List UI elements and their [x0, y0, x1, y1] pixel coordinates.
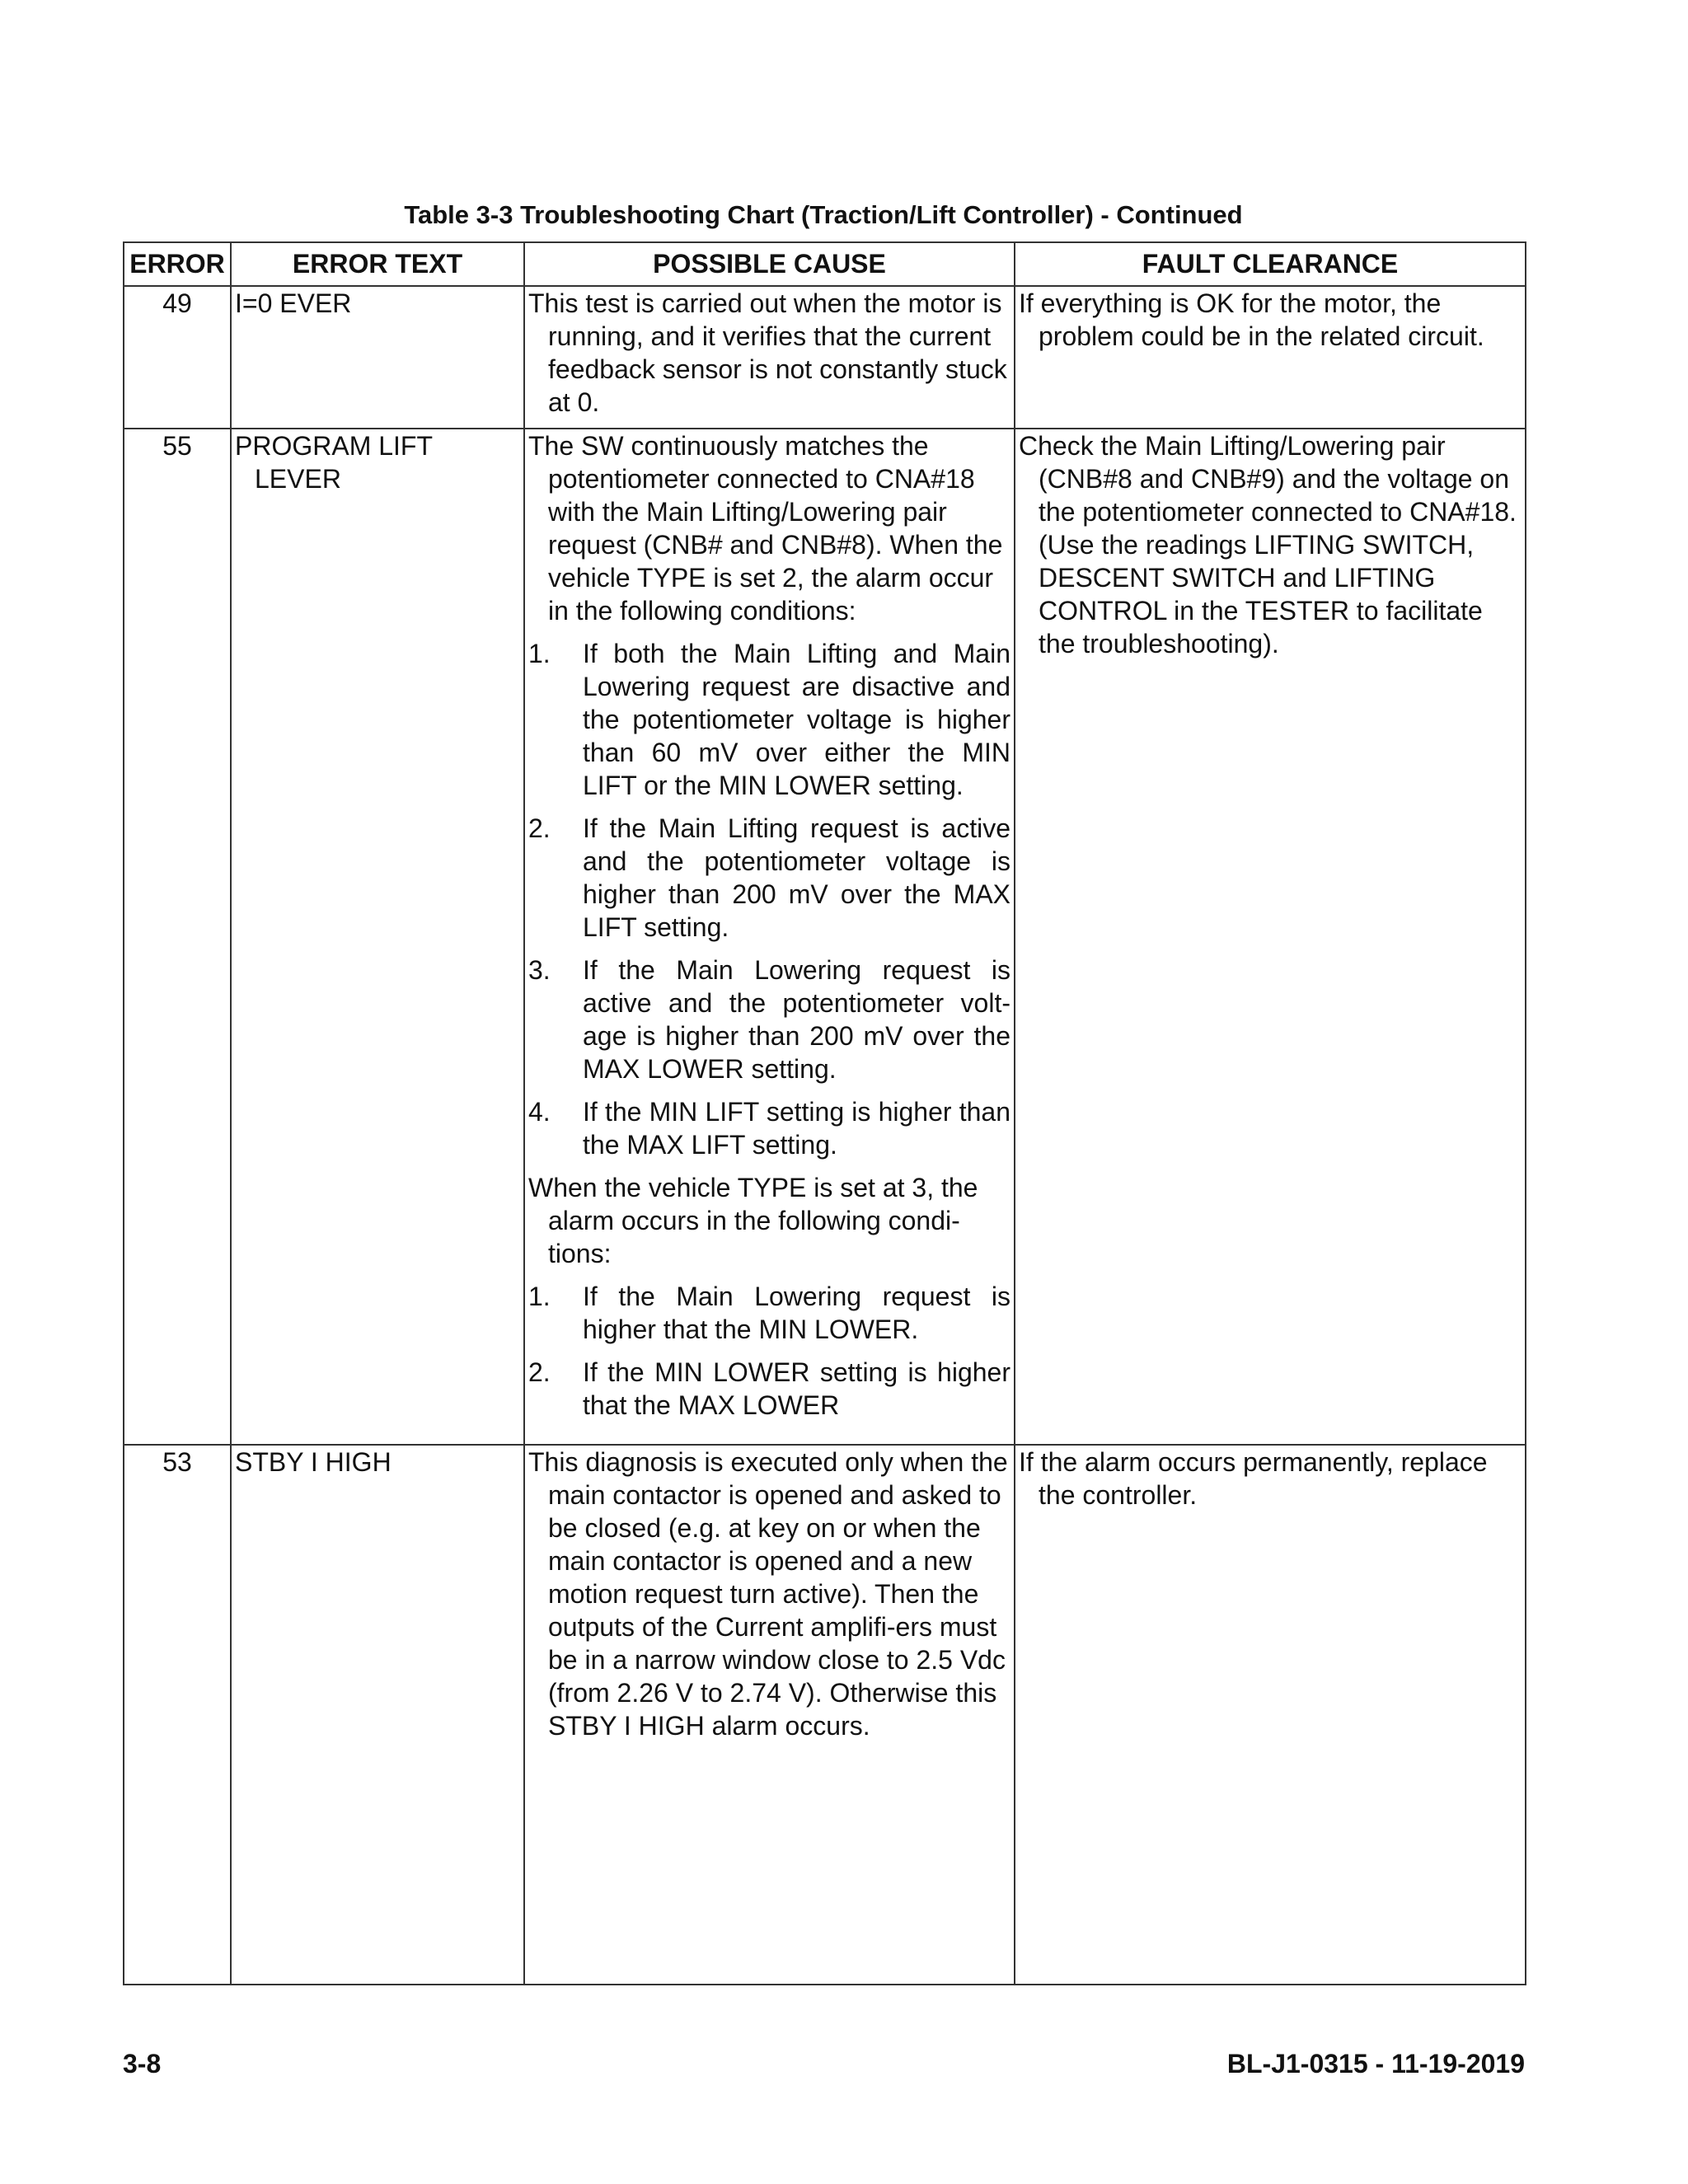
fault-paragraph: If the alarm occurs permanently, replace the controller.: [1019, 1447, 1488, 1510]
list-item: [528, 954, 1010, 1085]
header-error-text: ERROR TEXT: [231, 242, 524, 286]
list-number: 2.: [528, 813, 551, 843]
list-item: [528, 812, 1010, 944]
list-number: 1.: [528, 639, 551, 668]
list-item: [528, 1095, 1010, 1161]
table-caption: Table 3-3 Troubleshooting Chart (Traction/Lift Controller) - Continued: [404, 200, 1243, 229]
possible-cause: [524, 429, 1015, 1445]
troubleshooting-table: [123, 241, 1526, 1985]
list-text: If both the Main Lifting and Main Lowering request are disactive and the potentiometer voltage is higher than 60 mV over either the MIN LIFT or the MIN LOWER setting.: [583, 639, 1010, 800]
list-number: 1.: [528, 1282, 551, 1311]
list-number: 2.: [528, 1357, 551, 1387]
list-item: [528, 1280, 1010, 1346]
error-text: [231, 1445, 524, 1985]
error-code: 53: [124, 1445, 231, 1985]
error-code: 49: [124, 286, 231, 429]
list-text: If the Main Lowering request is higher that the MIN LOWER.: [583, 1282, 1010, 1344]
possible-cause: [524, 1445, 1015, 1985]
list-text: If the Main Lifting request is active and the potentiometer voltage is higher than 200 mV over the MAX LIFT setting.: [583, 813, 1010, 942]
cause-paragraph: This diagnosis is executed only when the main contactor is opened and asked to be closed (e.g. at key on or when the main contactor is opened and a new motion request turn active). Then the outputs of the Current amplifi-ers must be in a narrow window close to 2.5 Vdc (from 2.26 V to 2.74 V). Otherwise this STBY I HIGH alarm occurs.: [528, 1447, 1008, 1741]
possible-cause: [524, 286, 1015, 429]
page-number: 3-8: [123, 2049, 162, 2079]
cause-paragraph: The SW continuously matches the potentiometer connected to CNA#18 with the Main Lifting/Lowering pair request (CNB# and CNB#8). When the vehicle TYPE is set 2, the alarm occur in the following conditions:: [528, 431, 1003, 626]
cause-paragraph: This test is carried out when the motor is running, and it verifies that the current feedback sensor is not constantly stuck at 0.: [528, 288, 1007, 417]
table-row: [124, 286, 1526, 429]
error-text: [231, 429, 524, 1445]
cause-paragraph: When the vehicle TYPE is set at 3, the alarm occurs in the following condi-tions:: [528, 1173, 978, 1268]
header-error: ERROR: [124, 242, 231, 286]
header-fault-clearance: FAULT CLEARANCE: [1015, 242, 1526, 286]
table-row: [124, 1445, 1526, 1985]
list-number: 4.: [528, 1097, 551, 1127]
fault-paragraph: If everything is OK for the motor, the problem could be in the related circuit.: [1019, 288, 1484, 351]
list-text: If the Main Lowering request is active and the potentiometer volt-age is higher than 200 mV over the MAX LOWER setting.: [583, 955, 1010, 1084]
fault-clearance: [1015, 429, 1526, 1445]
error-text: [231, 286, 524, 429]
error-text-value: I=0 EVER: [235, 288, 352, 318]
list-number: 3.: [528, 955, 551, 985]
document-id: BL-J1-0315 - 11-19-2019: [1226, 2049, 1525, 2079]
list-text: If the MIN LOWER setting is higher that the MAX LOWER: [583, 1357, 1010, 1420]
error-text-value: PROGRAM LIFT LEVER: [235, 431, 433, 494]
fault-clearance: [1015, 286, 1526, 429]
list-item: [528, 637, 1010, 802]
list-text: If the MIN LIFT setting is higher than the MAX LIFT setting.: [583, 1097, 1010, 1160]
table-header-row: [124, 242, 1526, 286]
list-item: [528, 1356, 1010, 1422]
table-row: [124, 429, 1526, 1445]
error-code: 55: [124, 429, 231, 1445]
fault-paragraph: Check the Main Lifting/Lowering pair (CNB#8 and CNB#9) and the voltage on the potentiometer connected to CNA#18. (Use the readings LIFTING SWITCH, DESCENT SWITCH and LIFTING CONTROL in the TESTER to facilitate the troubleshooting).: [1019, 431, 1517, 658]
fault-clearance: [1015, 1445, 1526, 1985]
header-possible-cause: POSSIBLE CAUSE: [524, 242, 1015, 286]
error-text-value: STBY I HIGH: [235, 1447, 392, 1477]
